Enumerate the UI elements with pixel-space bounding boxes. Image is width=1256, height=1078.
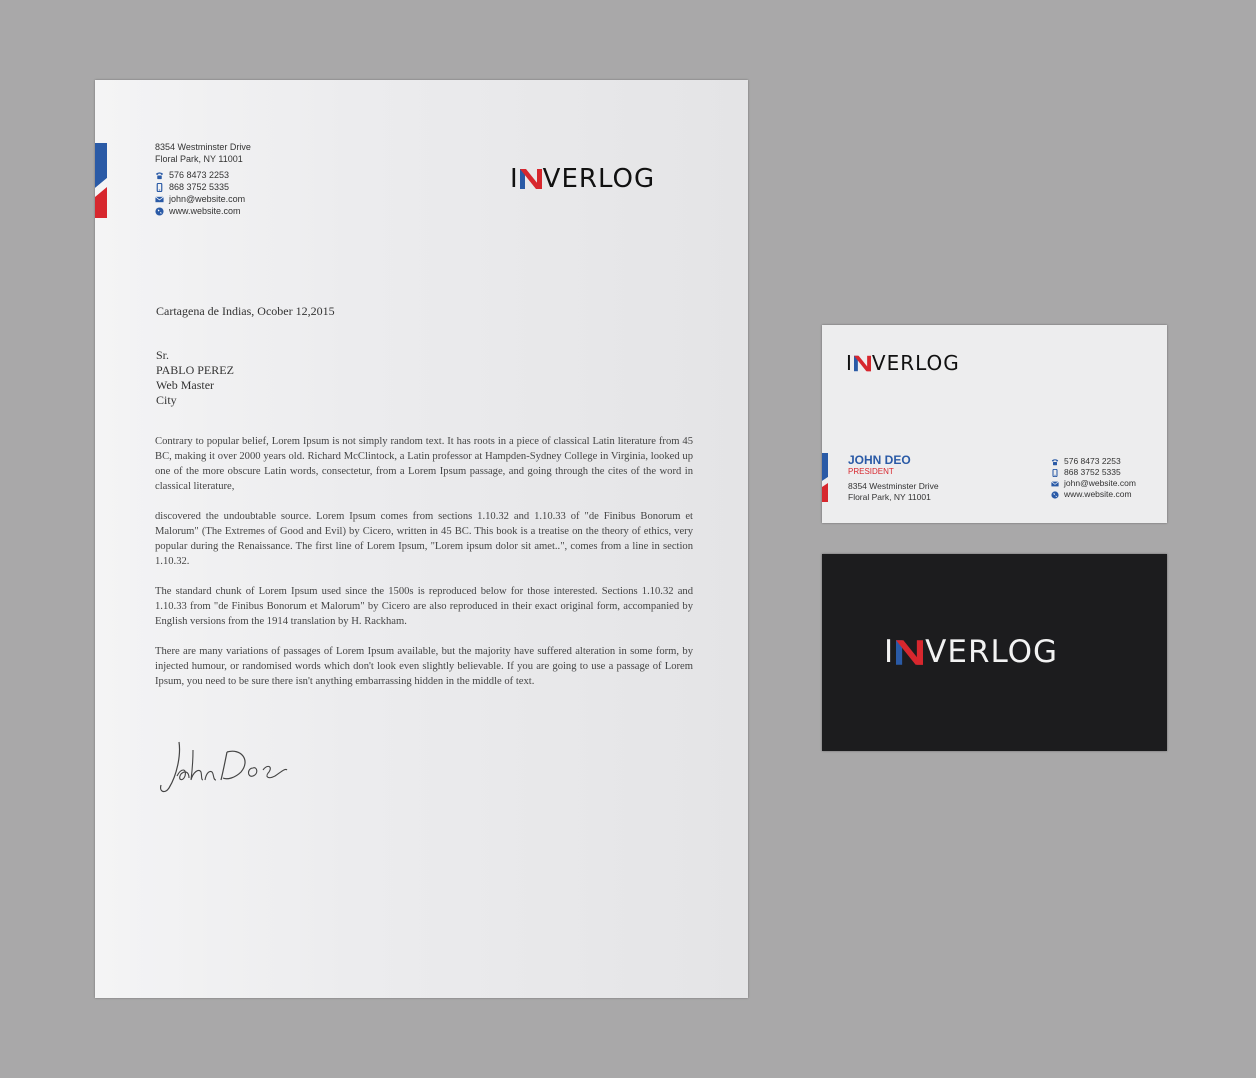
body-paragraph: The standard chunk of Lorem Ipsum used since the 1500s is reproduced below for those interested. Sections 1.10.32 and 1.10.33 from "de Finibus Bonorum et Malorum" by Cicero are also reproduced in their exact original form, accompanied by English versions from the 1914 translation by H. Rackham. [155, 586, 693, 627]
recipient-block [156, 348, 234, 408]
card-contact-website [1050, 489, 1136, 500]
contact-website [155, 205, 251, 217]
contact-email-text: john@website.com [169, 194, 246, 204]
recipient-position: Web Master [156, 378, 215, 392]
card-name: JOHN DEO [848, 453, 911, 467]
card-address-line-2: Floral Park, NY 11001 [848, 492, 931, 502]
business-card-back [822, 554, 1167, 751]
phone-icon [155, 171, 164, 180]
mobile-icon [1050, 468, 1059, 477]
globe-icon [1050, 490, 1059, 499]
address-line-1: 8354 Westminster Drive [155, 142, 251, 152]
letterhead-page [95, 80, 748, 998]
card-mobile-text: 868 3752 5335 [1064, 467, 1121, 477]
logo-prefix: I [884, 634, 895, 670]
inverlog-logo [884, 634, 1058, 670]
contact-phone-text: 576 8473 2253 [169, 170, 230, 180]
card-contact-email [1050, 478, 1136, 489]
recipient-city: City [156, 393, 177, 407]
phone-icon [1050, 457, 1059, 466]
logo-accent-mark [854, 355, 871, 372]
card-contact-phone [1050, 456, 1136, 467]
letter-date: Cartagena de Indias, Ocober 12,2015 [156, 304, 335, 318]
logo-prefix: I [510, 164, 519, 194]
logo-suffix: VERLOG [871, 351, 960, 375]
logo-prefix: I [846, 351, 853, 375]
globe-icon [155, 207, 164, 216]
body-paragraph: Contrary to popular belief, Lorem Ipsum is not simply random text. It has roots in a piece of classical Latin literature from 45 BC, making it over 2000 years old. Richard McClintock, a Latin professor at Hampden-Sydney College in Virginia, looked up one of the more obscure Latin words, consectetur, from a Lorem Ipsum passage, and going through the cites of the word in classical literature, [155, 436, 693, 492]
mobile-icon [155, 183, 164, 192]
card-contact-mobile [1050, 467, 1136, 478]
logo-accent-mark [896, 639, 923, 666]
envelope-icon [1050, 479, 1059, 488]
contact-email [155, 193, 251, 205]
logo-accent-mark [520, 168, 542, 190]
envelope-icon [155, 195, 164, 204]
body-paragraph: There are many variations of passages of Lorem Ipsum available, but the majority have suffered alteration in some form, by injected humour, or randomised words which don't look even slightly believable. If you are going to use a passage of Lorem Ipsum, you need to be sure there isn't anything embarrassing hidden in the middle of text. [155, 646, 693, 687]
card-contact-block [1050, 456, 1136, 500]
letterhead-address [155, 141, 251, 165]
recipient-salutation: Sr. [156, 348, 170, 362]
contact-mobile [155, 181, 251, 193]
letter-body [155, 434, 693, 704]
card-person-block [848, 453, 939, 503]
signature [155, 730, 295, 800]
recipient-name: PABLO PEREZ [156, 363, 234, 377]
card-brand-stripe [822, 453, 828, 502]
logo-suffix: VERLOG [542, 164, 656, 194]
logo-suffix: VERLOG [925, 634, 1059, 670]
inverlog-logo [510, 164, 655, 194]
address-line-2: Floral Park, NY 11001 [155, 154, 243, 164]
card-title: PRESIDENT [848, 467, 894, 476]
card-email-text: john@website.com [1064, 478, 1136, 488]
contact-mobile-text: 868 3752 5335 [169, 182, 230, 192]
contact-website-text: www.website.com [169, 206, 241, 216]
card-website-text: www.website.com [1064, 489, 1132, 499]
body-paragraph: discovered the undoubtable source. Lorem Ipsum comes from sections 1.10.32 and 1.10.33 of "de Finibus Bonorum et Malorum" (The Extremes of Good and Evil) by Cicero, written in 45 BC. This book is a treatise on the theory of ethics, very popular during the Renaissance. The first line of Lorem Ipsum, "Lorem ipsum dolor sit amet..", comes from a line in section 1.10.32. [155, 511, 693, 567]
card-phone-text: 576 8473 2253 [1064, 456, 1121, 466]
business-card-front [822, 325, 1167, 523]
contact-phone [155, 169, 251, 181]
card-address-line-1: 8354 Westminster Drive [848, 481, 939, 491]
brand-stripe [95, 143, 107, 218]
inverlog-logo [846, 351, 960, 375]
letterhead-contact-block [155, 141, 251, 217]
